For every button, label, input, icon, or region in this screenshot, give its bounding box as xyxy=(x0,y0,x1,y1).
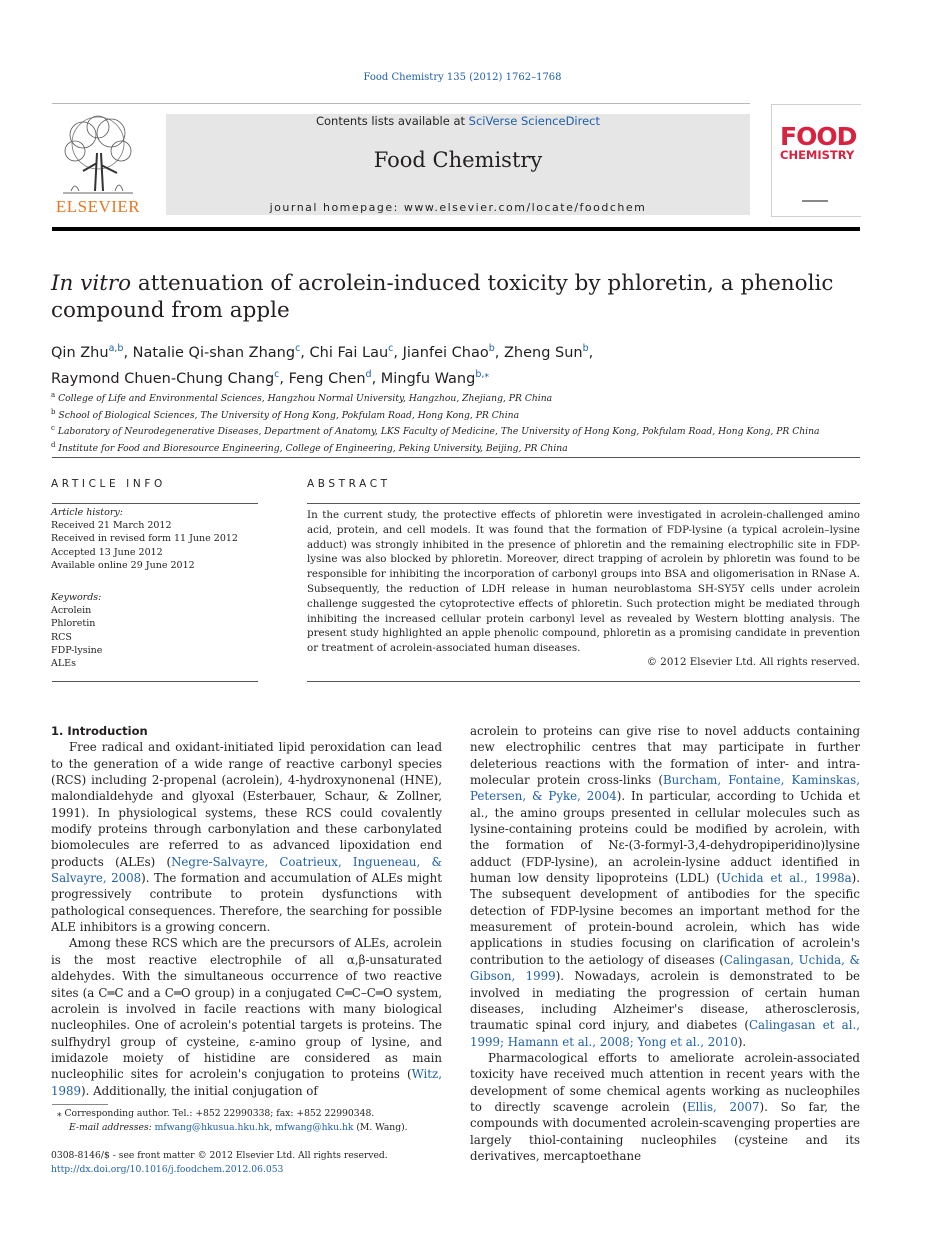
email-sep: , xyxy=(269,1121,276,1133)
article-info-heading: ARTICLE INFO xyxy=(51,478,166,490)
email-link[interactable]: mfwang@hku.hk xyxy=(275,1121,354,1133)
history-item: Accepted 13 June 2012 xyxy=(51,546,163,558)
paragraph xyxy=(51,935,442,1098)
keyword: RCS xyxy=(51,631,72,643)
author-sep: , xyxy=(588,344,594,361)
affiliation-sup: b xyxy=(51,407,56,416)
author-affil-sup[interactable]: b xyxy=(488,343,495,354)
citation-link[interactable]: Calingasan, Uchida, & Gibson, 1999 xyxy=(470,952,860,984)
author-sep: , xyxy=(393,344,403,361)
divider xyxy=(307,503,860,504)
journal-name: Food Chemistry xyxy=(373,148,543,172)
author-affil-sup[interactable]: b xyxy=(582,343,589,354)
elsevier-tree-icon xyxy=(53,113,143,195)
paragraph-text: Free radical and oxidant-initiated lipid peroxidation can lead to the generation of a wide range of reactive carbonyl species (RCS) including 2-propenal (acrolein), 4-hydroxynonenal (HNE), malondialdehyde and glyoxal (Esterbauer, Schaur, & Zollner, 1991). In physiological systems, these RCS could covalently modify proteins through carbonylation and these carbonylated biomolecules are referred to as advanced lipoxidation end products (ALEs) ( xyxy=(51,740,442,869)
paragraph-text: ). Nowadays, acrolein is demonstrated to be involved in mediating the progression of certain human diseases, including Alzheimer's disease, atherosclerosis, traumatic spinal cord injury, and diabetes ( xyxy=(470,969,860,1033)
cover-title-food: FOOD xyxy=(780,122,857,151)
paragraph-text: ). The formation and accumulation of ALEs might progressively contribute to protein dysfunctions with pathological consequences. Therefore, the searching for possible ALE inhibitors is a growing concern. xyxy=(51,871,442,935)
affiliations xyxy=(51,389,859,455)
author-affil-sup[interactable]: b,⁎ xyxy=(475,368,490,380)
affiliation xyxy=(51,422,859,439)
title-rest: attenuation of acrolein-induced toxicity by phloretin, a phenolic compound from apple xyxy=(51,271,834,323)
sciencedirect-link[interactable]: SciVerse ScienceDirect xyxy=(468,114,601,128)
author[interactable]: Zheng Sun xyxy=(503,344,583,361)
keyword: FDP-lysine xyxy=(51,644,103,656)
author[interactable]: Feng Chen xyxy=(288,370,366,387)
paragraph-text: Pharmacological efforts to ameliorate acrolein-associated toxicity have received much attention in recent years with the development of some chemical agents working as nucleophiles to directly scavenge acrolein ( xyxy=(470,1050,860,1114)
paragraph-text: ). The subsequent development of antibodies for the specific detection of FDP-lysine becomes an important method for the measurement of protein-bound acrolein, which has wide applications in studies focusing on clarification of acrolein's contribution to the aetiology of diseases ( xyxy=(470,871,860,967)
history-item: Received 21 March 2012 xyxy=(51,520,172,532)
corresponding-author: ⁎ Corresponding author. Tel.: +852 22990338; fax: +852 22990348. xyxy=(57,1108,375,1119)
paragraph-text: acrolein to proteins can give rise to novel adducts containing new electrophilic centres that may participate in further deleterious reactions with the formation of inter- and intra-molecular protein cross-links ( xyxy=(470,724,860,788)
contents-prefix: Contents lists available at xyxy=(315,114,469,128)
paragraph xyxy=(51,739,442,935)
divider xyxy=(52,503,258,504)
article-history xyxy=(51,506,258,572)
issn-block xyxy=(51,1149,451,1176)
citation-link[interactable]: Witz, 1989 xyxy=(51,1067,442,1098)
issn-line: 0308-8146/$ - see front matter © 2012 Elsevier Ltd. All rights reserved. xyxy=(51,1150,388,1161)
paragraph xyxy=(470,1050,860,1164)
paragraph-text: ). In particular, according to Uchida et al., the amino groups presented in cellular molecules such as lysine-containing proteins could be modified by acrolein, with the formation of Nε-(3-formyl-3,4-dehydropiperidino)lysine adduct (FDP-lysine), an acrolein-lysine adduct identified in human low density lipoproteins (LDL) ( xyxy=(470,789,860,886)
journal-reference-link[interactable]: Food Chemistry 135 (2012) 1762–1768 xyxy=(363,72,562,83)
affiliation xyxy=(51,406,859,423)
author-affil-sup[interactable]: c xyxy=(295,343,301,354)
abstract-heading: ABSTRACT xyxy=(307,478,391,490)
keyword: Phloretin xyxy=(51,618,96,630)
affiliation-text: Laboratory of Neurodegenerative Diseases, Department of Anatomy, LKS Faculty of Medicine, The University of Hong Kong, Pokfulam Road, Hong Kong, PR China xyxy=(57,426,820,438)
body-column-left xyxy=(51,723,442,1099)
journal-cover-thumbnail xyxy=(771,104,861,217)
citation-link[interactable]: Burcham, Fontaine, Kaminskas, Petersen, & Pyke, 2004 xyxy=(470,773,860,804)
corresponding-footnote xyxy=(51,1107,451,1134)
keywords-label: Keywords: xyxy=(51,592,102,603)
author[interactable]: Qin Zhu xyxy=(51,344,109,361)
email-line xyxy=(51,1121,451,1135)
abstract-text: In the current study, the protective effects of phloretin were investigated in acrolein-challenged amino acid, protein, and cell models. It was found that the formation of FDP-lysine (a typical acrolein–lysine adduct) was strongly inhibited in the presence of phloretin and the remaining electrophilic site in FDP-lysine was also blocked by phloretin. Moreover, direct trapping of acrolein by phloretin was found to be responsible for inhibiting the incorporation of carbonyl groups into BSA and oligomerisation in RNase A. Subsequently, the reduction of LDH release in human neuroblastoma SH-SY5Y cells under acrolein challenge suggested the cytoprotective effects of phloretin. Such protection might be mediated through inhibiting the increased cellular protein carbonyl level as revealed by Western blotting analysis. The present study highlighted an apple phenolic compound, phloretin as a promising candidate in prevention or treatment of acrolein-associated human diseases. xyxy=(307,509,860,655)
cover-title-chemistry: CHEMISTRY xyxy=(780,148,855,162)
history-item: Available online 29 June 2012 xyxy=(51,559,195,571)
affiliation-text: College of Life and Environmental Sciences, Hangzhou Normal University, Hangzhou, Zhejiang, PR China xyxy=(58,393,553,405)
journal-banner xyxy=(166,114,750,215)
affiliation-sup: d xyxy=(51,440,56,449)
paragraph-text: ). Additionally, the initial conjugation of xyxy=(81,1083,318,1098)
citation-link[interactable]: Uchida et al., 1998a xyxy=(721,871,852,886)
section-heading: 1. Introduction xyxy=(51,724,148,738)
footnote-rule xyxy=(52,1104,108,1105)
author[interactable]: Natalie Qi-shan Zhang xyxy=(132,344,296,361)
author-affil-sup[interactable]: c xyxy=(388,343,394,354)
paragraph-text: ). So far, the compounds with documented acrolein-scavenging properties are largely thiol-containing nucleophiles (cysteine and its derivatives, mercaptoethane xyxy=(470,1099,860,1163)
author-list xyxy=(51,338,859,390)
author-sep: , xyxy=(123,344,133,361)
title-italic-part: In vitro xyxy=(51,271,132,296)
keyword: Acrolein xyxy=(51,605,92,617)
citation-link[interactable]: Ellis, 2007 xyxy=(687,1099,760,1114)
keywords xyxy=(51,591,258,670)
author-sep: , xyxy=(300,344,310,361)
email-link[interactable]: mfwang@hkusua.hku.hk xyxy=(154,1121,270,1133)
affiliation-sup: c xyxy=(51,424,55,433)
doi-link[interactable]: http://dx.doi.org/10.1016/j.foodchem.2012.06.053 xyxy=(51,1163,284,1175)
affiliation-text: School of Biological Sciences, The University of Hong Kong, Pokfulam Road, Hong Kong, PR China xyxy=(58,409,520,421)
journal-homepage[interactable]: journal homepage: www.elsevier.com/locate/foodchem xyxy=(269,201,647,214)
citation-link[interactable]: Negre-Salvayre, Coatrieux, Ingueneau, & Salvayre, 2008 xyxy=(51,854,442,886)
author-sep: , xyxy=(371,370,381,387)
article-title xyxy=(51,270,859,324)
divider xyxy=(307,681,860,682)
keyword: ALEs xyxy=(51,658,76,670)
copyright-notice: © 2012 Elsevier Ltd. All rights reserved. xyxy=(646,656,860,668)
elsevier-logo xyxy=(51,113,145,217)
author[interactable]: Chi Fai Lau xyxy=(309,344,389,361)
author[interactable]: Jianfei Chao xyxy=(402,344,489,361)
affiliation-text: Institute for Food and Bioresource Engineering, College of Engineering, Peking University, Beijing, PR China xyxy=(58,442,568,454)
divider xyxy=(52,681,258,682)
body-column-right xyxy=(470,723,860,1164)
contents-line xyxy=(166,114,750,128)
paragraph-text: Among these RCS which are the precursors of ALEs, acrolein is the most reactive electrophile of all α,β-unsaturated aldehydes. With the simultaneous occurrence of two reactive sites (a C═C and a C═O group) in a conjugated C═C–C═O system, acrolein is involved in facile reactions with many biological nucleophiles. One of acrolein's potential targets is proteins. The sulfhydryl group of cysteine, ε-amino group of lysine, and imidazole moiety of histidine are considered as main nucleophilic sites for acrolein's conjugation to proteins ( xyxy=(51,936,442,1082)
author-affil-sup[interactable]: c xyxy=(274,368,280,380)
author[interactable]: Mingfu Wang xyxy=(380,370,476,387)
author-sep: , xyxy=(279,370,289,387)
paragraph-text: ). xyxy=(737,1034,747,1049)
affiliation xyxy=(51,389,859,406)
publisher-name: ELSEVIER xyxy=(55,197,141,216)
header-divider xyxy=(52,103,750,104)
author-affil-sup[interactable]: d xyxy=(365,368,372,380)
header-thick-rule xyxy=(52,227,860,231)
paragraph xyxy=(470,723,860,1050)
history-item: Received in revised form 11 June 2012 xyxy=(51,533,238,545)
email-suffix: (M. Wang). xyxy=(353,1121,408,1133)
author-affil-sup[interactable]: a,b xyxy=(108,343,124,354)
citation-link[interactable]: Calingasan et al., 1999; Hamann et al., 2008; Yong et al., 2010 xyxy=(470,1018,860,1049)
cover-small-print xyxy=(802,200,828,202)
affiliation-sup: a xyxy=(51,391,56,399)
history-label: Article history: xyxy=(51,507,123,518)
author[interactable]: Raymond Chuen-Chung Chang xyxy=(51,370,275,387)
author-sep: , xyxy=(494,344,504,361)
affiliation xyxy=(51,439,859,456)
email-label: E-mail addresses: xyxy=(69,1121,155,1133)
divider xyxy=(52,457,860,458)
